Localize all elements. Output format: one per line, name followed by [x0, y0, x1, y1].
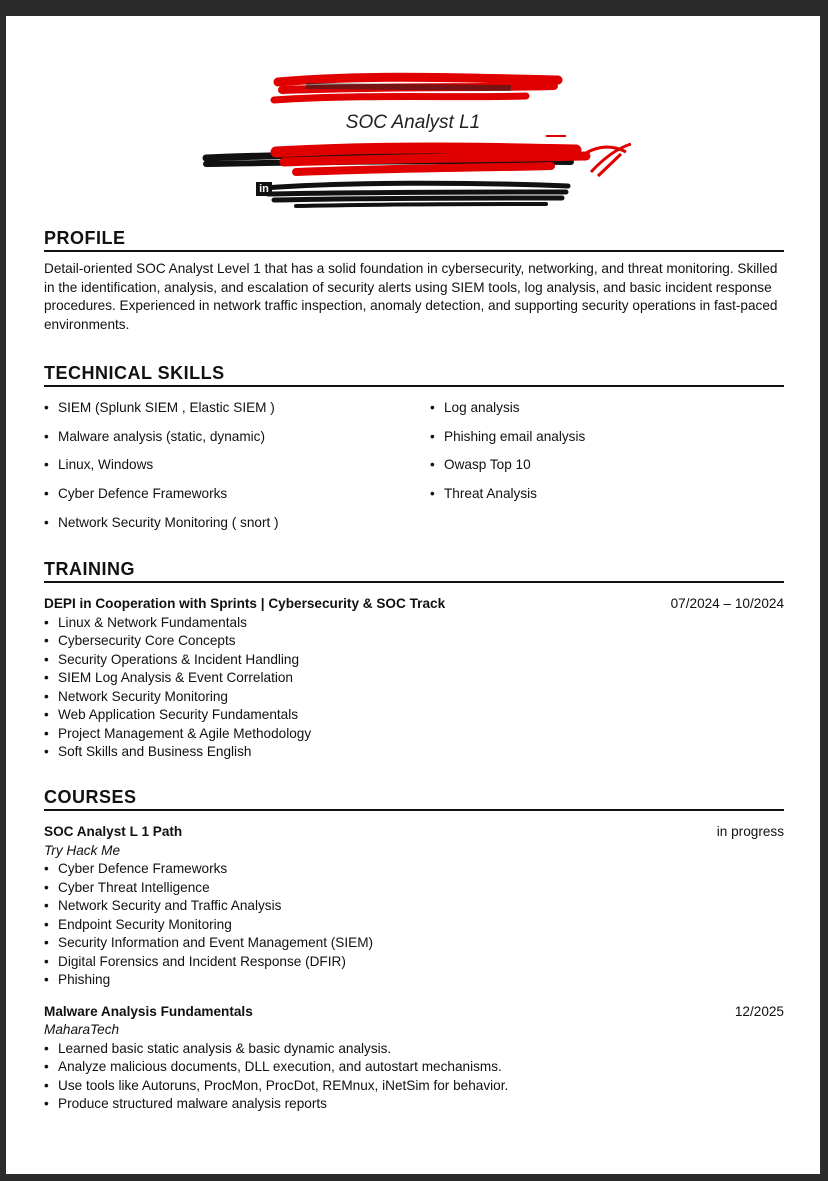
course-provider: Try Hack Me — [44, 842, 121, 858]
list-item: • Cyber Threat Intelligence — [44, 879, 784, 898]
contact-redaction — [206, 136, 631, 176]
skill-item: • SIEM (Splunk SIEM , Elastic SIEM ) — [44, 399, 430, 428]
course-date: in progress — [716, 824, 784, 839]
skill-item: • Malware analysis (static, dynamic) — [44, 428, 430, 457]
skill-item: • Linux, Windows — [44, 456, 430, 485]
contact-redaction-label — [6, 16, 7, 17]
skills-heading: TECHNICAL SKILLS — [44, 363, 784, 387]
courses-section — [44, 787, 784, 1114]
list-item: • Learned basic static analysis & basic dynamic analysis. — [44, 1040, 784, 1059]
course-title: SOC Analyst L 1 Path — [44, 824, 183, 839]
course-provider: MaharaTech — [44, 1022, 120, 1037]
skill-item: • Phishing email analysis — [430, 428, 784, 457]
skill-item: • Threat Analysis — [430, 485, 784, 514]
list-item: • Soft Skills and Business English — [44, 743, 784, 762]
list-item: • Produce structured malware analysis reports — [44, 1095, 784, 1114]
list-item: • Network Security Monitoring — [44, 688, 784, 707]
list-item: • Network Security and Traffic Analysis — [44, 897, 784, 916]
course-date: 12/2025 — [734, 1003, 784, 1019]
list-item: • Endpoint Security Monitoring — [44, 916, 784, 935]
linkedin-redaction — [264, 183, 568, 206]
skills-left-column — [44, 399, 430, 542]
training-section — [44, 559, 784, 762]
resume-page — [6, 16, 820, 1174]
list-item: • Cybersecurity Core Concepts — [44, 632, 784, 651]
name-redaction — [274, 77, 558, 100]
list-item: • Project Management & Agile Methodology — [44, 725, 784, 744]
job-title: SOC Analyst L1 — [345, 112, 481, 133]
list-item: • Use tools like Autoruns, ProcMon, ProcDot, REMnux, iNetSim for behavior. — [44, 1077, 784, 1096]
linkedin-icon: in — [256, 182, 272, 196]
course-entry — [44, 1003, 784, 1114]
list-item: • Digital Forensics and Incident Response (DFIR) — [44, 953, 784, 972]
skill-item: • Network Security Monitoring ( snort ) — [44, 514, 430, 543]
training-list — [44, 614, 784, 762]
skills-section — [44, 363, 784, 542]
list-item: • Cyber Defence Frameworks — [44, 860, 784, 879]
skill-item: • Log analysis — [430, 399, 784, 428]
skill-item: • Owasp Top 10 — [430, 456, 784, 485]
skills-right-column — [430, 399, 784, 542]
skill-item: • Cyber Defence Frameworks — [44, 485, 430, 514]
profile-heading: PROFILE — [44, 228, 784, 252]
list-item: • Security Information and Event Management (SIEM) — [44, 934, 784, 953]
courses-heading: COURSES — [44, 787, 784, 811]
course-entry — [44, 823, 784, 990]
list-item: • Phishing — [44, 971, 784, 990]
training-heading: TRAINING — [44, 559, 784, 583]
profile-text: Detail-oriented SOC Analyst Level 1 that has a solid foundation in cybersecurity, networking, and threat monitoring. Skilled in the identification, analysis, and escalation of security alerts using SIEM tools, log analysis, and basic incident response procedures. Experienced in network traffic inspection, anomaly detection, and supporting security operations in fast-paced environments. — [44, 261, 778, 333]
profile-section — [44, 228, 784, 335]
list-item: • Analyze malicious documents, DLL execution, and autostart mechanisms. — [44, 1058, 784, 1077]
list-item: • SIEM Log Analysis & Event Correlation — [44, 669, 784, 688]
training-title: DEPI in Cooperation with Sprints | Cybersecurity & SOC Track — [44, 596, 446, 611]
list-item: • Web Application Security Fundamentals — [44, 706, 784, 725]
list-item: • Security Operations & Incident Handling — [44, 651, 784, 670]
training-date: 07/2024 – 10/2024 — [670, 596, 784, 611]
list-item: • Linux & Network Fundamentals — [44, 614, 784, 633]
course-title: Malware Analysis Fundamentals — [44, 1003, 253, 1019]
